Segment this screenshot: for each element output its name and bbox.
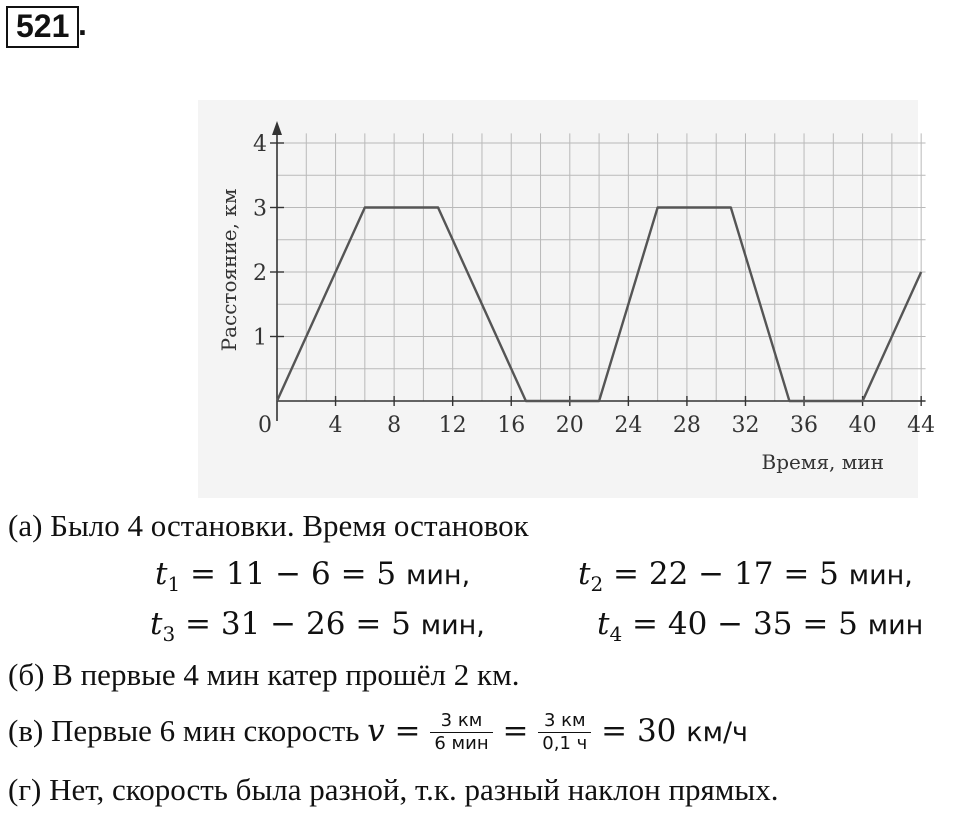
velocity-result: = 30	[591, 713, 687, 749]
x-tick-label: 12	[438, 413, 467, 438]
x-tick-label: 0	[258, 413, 272, 438]
eq1-unit: мин,	[406, 560, 471, 591]
eq1-variable: t	[155, 556, 168, 592]
x-tick-label: 24	[614, 413, 643, 438]
x-tick-label: 44	[907, 413, 936, 438]
fraction-1-numerator: 3 км	[430, 710, 492, 733]
y-axis-label: Расстояние, км	[217, 188, 241, 352]
eq1-expression: = 11 − 6 = 5	[180, 556, 406, 592]
answer-d: (г) Нет, скорость была разной, т.к. разный наклон прямых.	[8, 772, 779, 807]
problem-number-dot: .	[78, 6, 87, 42]
x-tick-label: 20	[555, 413, 584, 438]
eq2-unit: мин,	[848, 560, 913, 591]
eq2-variable: t	[578, 556, 591, 592]
x-axis-label: Время, мин	[761, 450, 884, 474]
y-tick-label: 2	[253, 261, 267, 286]
equation-t4	[597, 604, 923, 654]
answer-c	[8, 710, 748, 755]
equation-t2	[578, 554, 913, 604]
x-tick-label: 4	[328, 413, 343, 438]
chart-svg	[198, 100, 936, 498]
x-tick-label: 28	[672, 413, 701, 438]
velocity-formula: v = $\frac{3 км}{\text{6 мин}}$ = $\frac{3 км}{0,1 ч}$ = 30 км/ч	[367, 710, 748, 754]
y-tick-label: 3	[253, 196, 267, 222]
eq1-subscript: 1	[167, 572, 181, 597]
eq4-variable: t	[597, 606, 610, 642]
answer-b: (б) В первые 4 мин катер прошёл 2 км.	[8, 657, 520, 692]
eq2-subscript: 2	[590, 572, 604, 597]
problem-number: 521	[16, 8, 70, 44]
fraction-2-numerator: 3 км	[538, 710, 591, 733]
fraction-2	[538, 710, 591, 755]
x-tick-label: 40	[848, 413, 877, 438]
equation-t3	[150, 604, 485, 654]
velocity-variable: v	[367, 713, 385, 749]
y-tick-label: 4	[253, 132, 267, 157]
answer-c-text: (в) Первые 6 мин скорость	[8, 713, 368, 748]
x-tick-label: 8	[387, 413, 402, 438]
fraction-2-denominator: 0,1 ч	[542, 733, 588, 754]
eq4-subscript: 4	[609, 622, 623, 647]
eq4-unit: мин	[867, 610, 924, 641]
eq2-expression: = 22 − 17 = 5	[603, 556, 849, 592]
fraction-1-denominator: 6 мин	[434, 733, 489, 754]
eq3-unit: мин,	[420, 610, 485, 641]
eq3-expression: = 31 − 26 = 5	[175, 606, 421, 642]
y-tick-label: 1	[253, 325, 267, 351]
answer-a: (а) Было 4 остановки. Время остановок	[8, 508, 529, 543]
x-tick-label: 32	[731, 413, 760, 438]
distance-time-chart	[198, 100, 936, 498]
problem-number-box	[6, 6, 79, 48]
eq3-subscript: 3	[162, 622, 176, 647]
eq4-expression: = 40 − 35 = 5	[622, 606, 868, 642]
x-tick-label: 16	[497, 413, 526, 438]
fraction-1	[430, 710, 492, 755]
x-tick-label: 36	[790, 413, 819, 438]
equation-t1	[155, 554, 470, 604]
velocity-unit: км/ч	[686, 717, 748, 748]
eq3-variable: t	[150, 606, 163, 642]
